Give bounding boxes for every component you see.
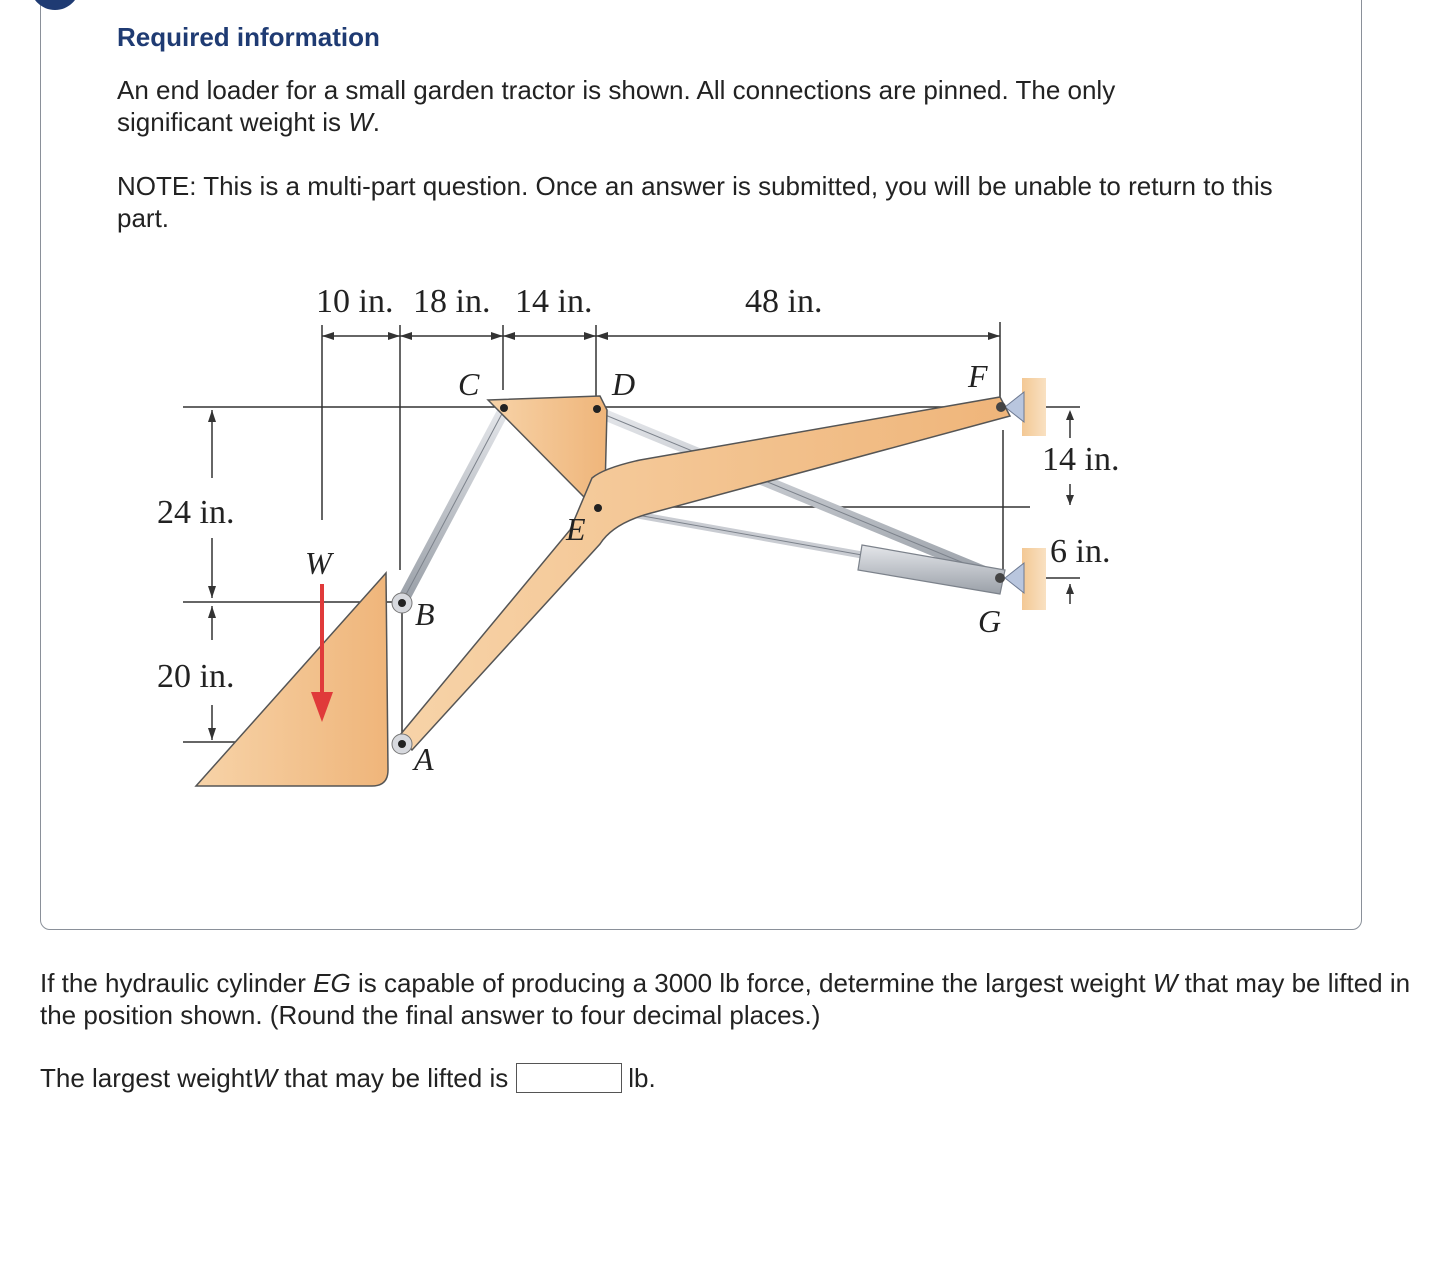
label-g: G bbox=[978, 603, 1002, 639]
pin-g bbox=[995, 573, 1005, 583]
dim-14in-right: 14 in. bbox=[1042, 441, 1120, 478]
dim-24in: 24 in. bbox=[157, 494, 235, 531]
label-f: F bbox=[968, 358, 988, 394]
answer-middle: that may be lifted is bbox=[277, 1063, 509, 1093]
question-part2: is capable of producing a 3000 lb force, determine the largest weight bbox=[350, 968, 1153, 998]
required-info-title: Required information bbox=[117, 22, 380, 52]
dim-10in: 10 in. bbox=[316, 283, 394, 320]
intro-w-symbol: W bbox=[348, 107, 373, 137]
dim-14in-top: 14 in. bbox=[515, 283, 593, 320]
pin-support-f-icon bbox=[1005, 392, 1024, 422]
pin-c bbox=[500, 404, 508, 412]
support-wall-f bbox=[1022, 378, 1046, 436]
pin-e bbox=[594, 504, 602, 512]
label-e: E bbox=[566, 511, 586, 547]
dim-48in: 48 in. bbox=[745, 283, 823, 320]
label-w: W bbox=[305, 545, 332, 581]
intro-text-main: An end loader for a small garden tractor is shown. All connections are pinned. The only significant weight is bbox=[117, 75, 1116, 137]
label-d: D bbox=[612, 366, 636, 402]
answer-input[interactable] bbox=[516, 1063, 622, 1093]
answer-unit: lb. bbox=[628, 1063, 656, 1093]
support-wall-g bbox=[1022, 548, 1046, 610]
dim-20in: 20 in. bbox=[157, 658, 235, 695]
dim-18in: 18 in. bbox=[413, 283, 491, 320]
question-part3: that may be lifted in the position shown. (Round the final answer to four decimal places.) bbox=[40, 968, 1411, 1030]
answer-w: W bbox=[252, 1063, 277, 1093]
pin-support-g-icon bbox=[1005, 563, 1024, 593]
answer-row bbox=[40, 1062, 656, 1094]
intro-text bbox=[117, 74, 1177, 138]
pin-d bbox=[593, 405, 601, 413]
label-b: B bbox=[415, 596, 435, 632]
note-text: NOTE: This is a multi-part question. Once an answer is submitted, you will be unable to return to this part. bbox=[117, 171, 1273, 233]
question-text bbox=[40, 967, 1420, 1031]
pin-f bbox=[996, 402, 1006, 412]
label-a: A bbox=[414, 741, 434, 777]
label-c: C bbox=[458, 366, 480, 402]
question-w: W bbox=[1152, 968, 1178, 998]
question-part1: If the hydraulic cylinder bbox=[40, 968, 314, 998]
dim-6in: 6 in. bbox=[1050, 533, 1111, 570]
end-loader-diagram bbox=[140, 270, 1140, 800]
question-eg: EG bbox=[313, 968, 351, 998]
answer-prefix: The largest weight bbox=[40, 1063, 253, 1093]
intro-period: . bbox=[372, 107, 381, 137]
